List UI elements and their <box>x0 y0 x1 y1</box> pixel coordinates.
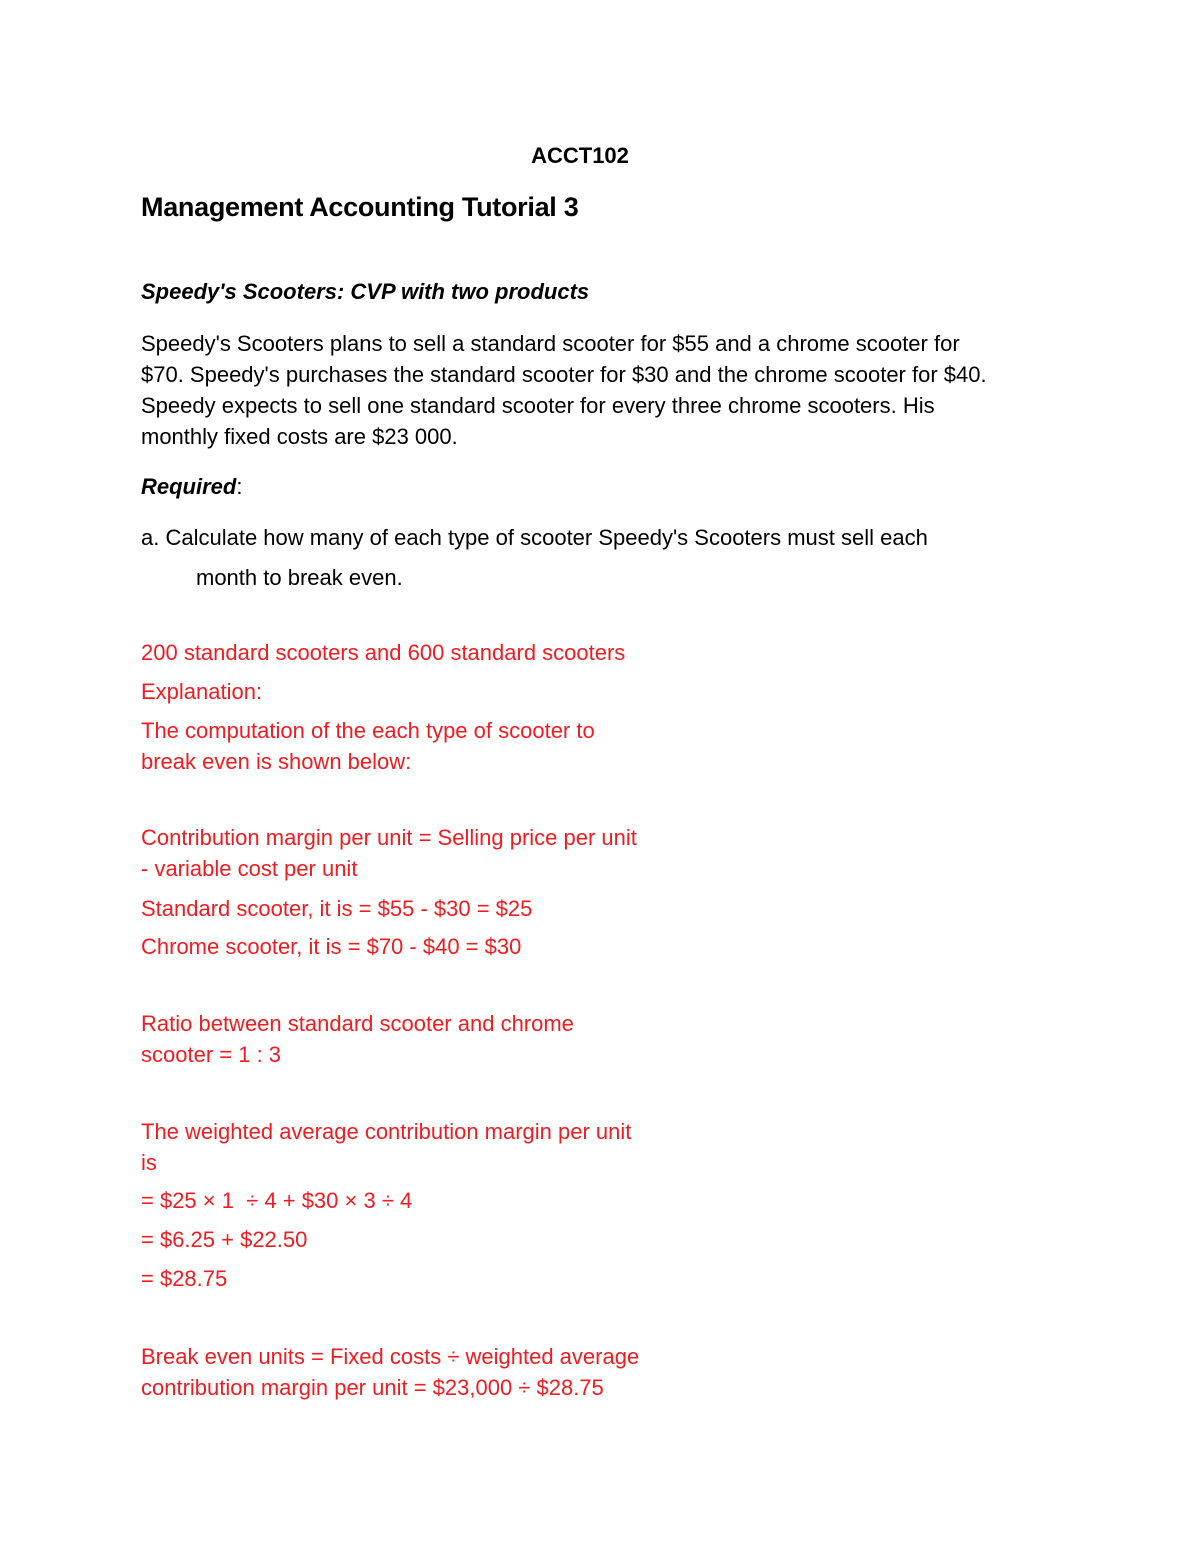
required-label: Required <box>141 474 237 499</box>
chrome-cm: Chrome scooter, it is = $70 - $40 = $30 <box>141 934 522 959</box>
calc-step: = $28.75 <box>141 1266 228 1291</box>
breakeven-line: Break even units = Fixed costs ÷ weighted average <box>141 1344 640 1369</box>
calc-step: = $25 × 1 ÷ 4 + $30 × 3 ÷ 4 <box>141 1188 413 1213</box>
problem-heading: Speedy's Scooters: CVP with two products <box>141 279 590 304</box>
calc-step: = $6.25 + $22.50 <box>141 1227 308 1252</box>
weighted-cm-line: is <box>141 1150 157 1175</box>
question-a-line: month to break even. <box>196 565 403 590</box>
standard-cm: Standard scooter, it is = $55 - $30 = $25 <box>141 896 533 921</box>
page-title: Management Accounting Tutorial 3 <box>141 192 579 222</box>
ratio-line: Ratio between standard scooter and chrome <box>141 1011 574 1036</box>
question-a-line: a. Calculate how many of each type of scooter Speedy's Scooters must sell each <box>141 525 928 550</box>
explanation-intro-line: break even is shown below: <box>141 749 412 774</box>
problem-paragraph-line: Speedy expects to sell one standard scooter for every three chrome scooters. His <box>141 393 935 418</box>
breakeven-line: contribution margin per unit = $23,000 ÷ $28.75 <box>141 1375 604 1400</box>
weighted-cm-line: The weighted average contribution margin per unit <box>141 1119 632 1144</box>
explanation-intro-line: The computation of the each type of scooter to <box>141 718 595 743</box>
cm-definition-line: - variable cost per unit <box>141 856 358 881</box>
explanation-label: Explanation: <box>141 679 263 704</box>
cm-definition-line: Contribution margin per unit = Selling price per unit <box>141 825 637 850</box>
ratio-line: scooter = 1 : 3 <box>141 1042 282 1067</box>
problem-paragraph-line: $70. Speedy's purchases the standard scooter for $30 and the chrome scooter for $40. <box>141 362 987 387</box>
course-code: ACCT102 <box>531 143 629 168</box>
required-colon: : <box>236 474 243 499</box>
answer-result: 200 standard scooters and 600 standard scooters <box>141 640 626 665</box>
problem-paragraph-line: Speedy's Scooters plans to sell a standard scooter for $55 and a chrome scooter for <box>141 331 960 356</box>
required-heading <box>141 476 242 498</box>
problem-paragraph-line: monthly fixed costs are $23 000. <box>141 424 458 449</box>
